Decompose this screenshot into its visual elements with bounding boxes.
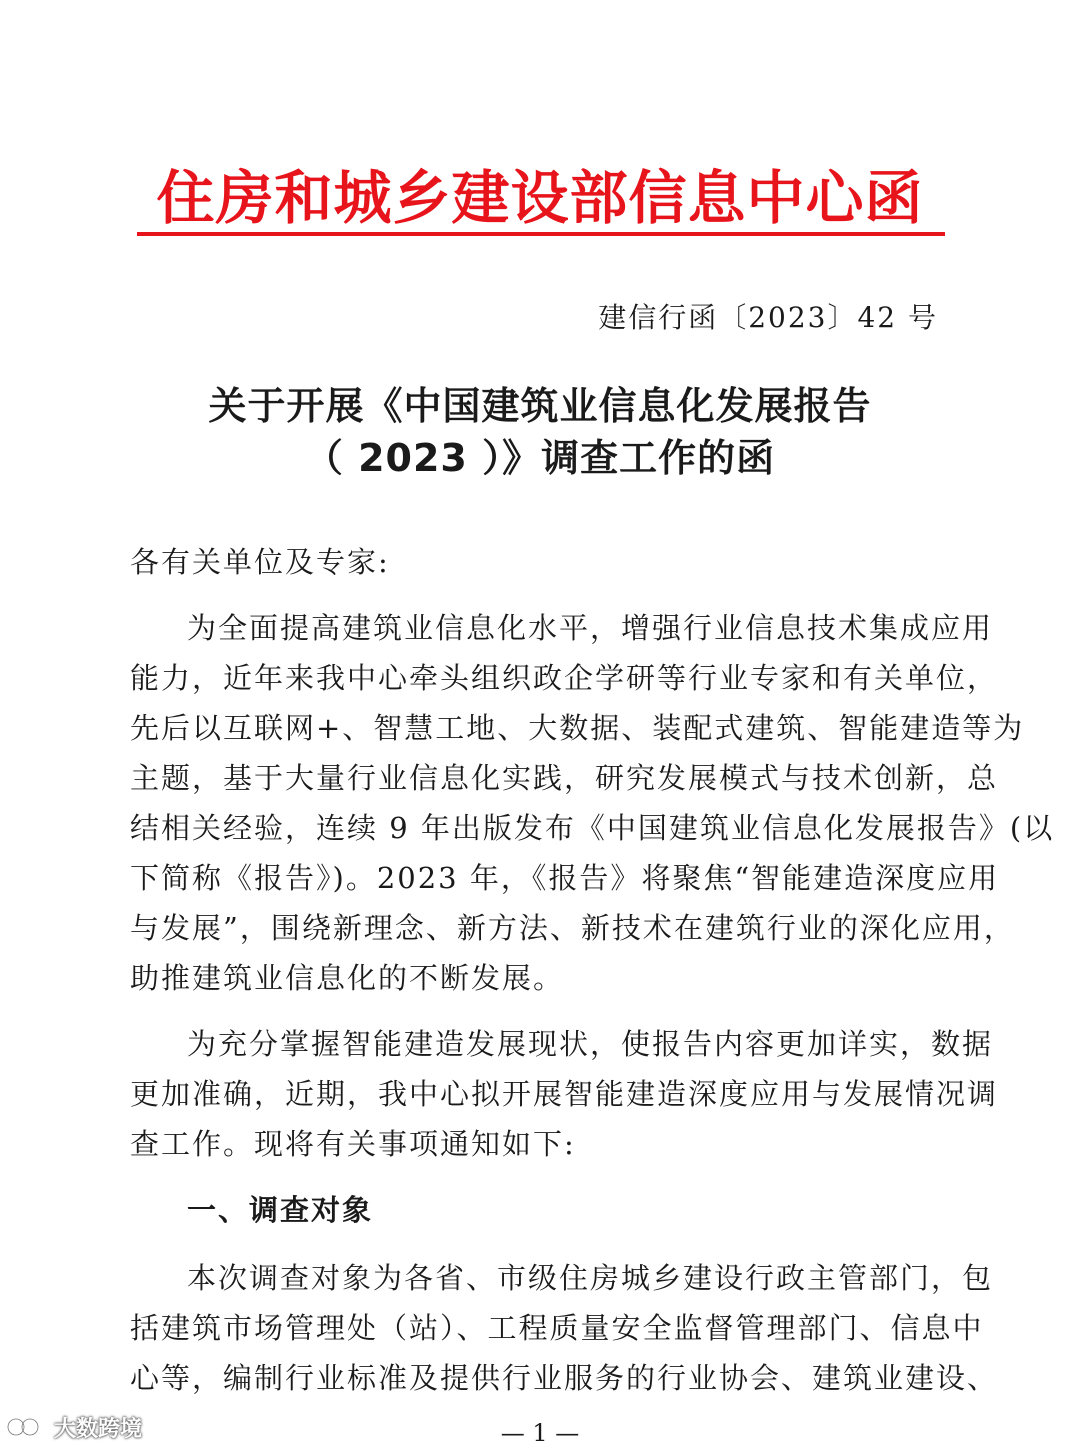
watermark-text: 大数跨境 — [54, 1416, 143, 1442]
paragraph-line: 查工作。现将有关事项通知如下: — [130, 1127, 576, 1161]
paragraph-line: 助推建筑业信息化的不断发展。 — [130, 961, 565, 995]
paragraph-line: 能力，近年来我中心牵头组织政企学研等行业专家和有关单位， — [130, 661, 999, 695]
source-watermark — [6, 1412, 142, 1442]
paragraph-line: 为充分掌握智能建造发展现状，使报告内容更加详实，数据 — [187, 1027, 994, 1061]
paragraph-line: 与发展”，围绕新理念、新方法、新技术在建筑行业的深化应用， — [130, 911, 1015, 945]
paragraph-line: 结相关经验，连续 9 年出版发布《中国建筑业信息化发展报告》(以 — [130, 811, 1055, 845]
brand-logo-icon — [6, 1414, 48, 1440]
document-title-line-1: 关于开展《中国建筑业信息化发展报告 — [208, 384, 872, 428]
paragraph-line: 为全面提高建筑业信息化水平，增强行业信息技术集成应用 — [187, 611, 994, 645]
header-red-rule — [137, 232, 945, 236]
paragraph-line: 更加准确，近期，我中心拟开展智能建造深度应用与发展情况调 — [130, 1077, 999, 1111]
salutation: 各有关单位及专家: — [130, 545, 390, 579]
document-title-line-2: （ 2023 ）》调查工作的函 — [304, 436, 776, 480]
section-heading: 一、调查对象 — [187, 1193, 374, 1227]
paragraph-line: 括建筑市场管理处（站）、工程质量安全监督管理部门、信息中 — [130, 1311, 984, 1345]
paragraph-line: 本次调查对象为各省、市级住房城乡建设行政主管部门，包 — [187, 1261, 994, 1295]
paragraph-line: 下简称《报告》)。2023 年，《报告》将聚焦“智能建造深度应用 — [130, 861, 1000, 895]
paragraph-line: 主题，基于大量行业信息化实践，研究发展模式与技术创新，总 — [130, 761, 999, 795]
page-number: — 1 — — [500, 1419, 580, 1447]
issuer-header: 住房和城乡建设部信息中心函 — [156, 164, 924, 232]
document-number: 建信行函〔2023〕42 号 — [598, 301, 938, 334]
paragraph-line: 心等，编制行业标准及提供行业服务的行业协会、建筑业建设、 — [130, 1361, 999, 1395]
paragraph-line: 先后以互联网+、智慧工地、大数据、装配式建筑、智能建造等为 — [130, 711, 1025, 745]
